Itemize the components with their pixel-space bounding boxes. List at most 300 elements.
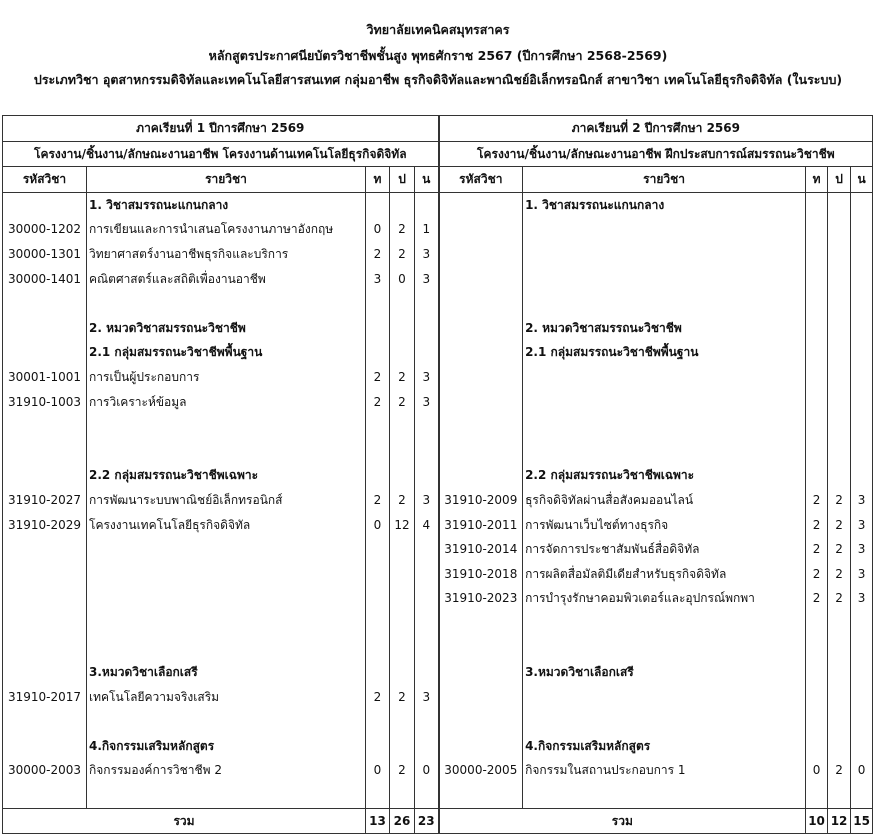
semester1-course-credit: 3 [415, 488, 439, 513]
semester2-course-credit: 3 [851, 537, 873, 562]
semester2-course-theory [806, 783, 828, 808]
semester2-course-credit [851, 217, 873, 242]
semester2-course-code [439, 242, 523, 267]
semester1-course-name [87, 562, 366, 587]
semester2-course-practice [828, 390, 851, 415]
semester1-course-practice: 2 [390, 242, 415, 267]
semester2-course-name [523, 242, 806, 267]
semester1-course-practice [390, 340, 415, 365]
semester2-course-theory [806, 414, 828, 439]
semester1-course-code [3, 635, 87, 660]
table-row [3, 660, 873, 685]
semester2-course-theory [806, 340, 828, 365]
semester2-course-code [439, 390, 523, 415]
table-row [3, 635, 873, 660]
table-row [3, 291, 873, 316]
semester1-course-credit [415, 463, 439, 488]
table-row [3, 758, 873, 783]
semester1-course-code [3, 192, 87, 217]
semester1-course-credit [415, 783, 439, 808]
semester1-total-practice: 26 [390, 808, 415, 834]
semester1-course-practice [390, 316, 415, 341]
semester1-course-theory: 2 [366, 242, 390, 267]
semester2-course-practice: 2 [828, 758, 851, 783]
semester1-course-name: โครงงานเทคโนโลยีธุรกิจดิจิทัล [87, 513, 366, 538]
semester1-course-name: วิทยาศาสตร์งานอาชีพธุรกิจและบริการ [87, 242, 366, 267]
semester1-course-name: 2.1 กลุ่มสมรรถนะวิชาชีพพื้นฐาน [87, 340, 366, 365]
semester2-course-name [523, 365, 806, 390]
semester1-course-practice [390, 635, 415, 660]
semester1-course-credit: 0 [415, 758, 439, 783]
semester1-course-name: กิจกรรมองค์การวิชาชีพ 2 [87, 758, 366, 783]
col-credit-header: น [415, 167, 439, 193]
semester2-course-code [439, 734, 523, 759]
semester1-course-credit: 1 [415, 217, 439, 242]
semester2-course-theory [806, 709, 828, 734]
semester1-course-name [87, 414, 366, 439]
semester2-course-theory [806, 439, 828, 464]
semester1-course-credit: 3 [415, 267, 439, 292]
semester1-course-name: คณิตศาสตร์และสถิติเพื่องานอาชีพ [87, 267, 366, 292]
semester2-course-credit [851, 463, 873, 488]
semester1-course-theory [366, 537, 390, 562]
semester2-course-name: 2.2 กลุ่มสมรรถนะวิชาชีพเฉพาะ [523, 463, 806, 488]
semester1-course-name: การเป็นผู้ประกอบการ [87, 365, 366, 390]
semester2-course-name [523, 390, 806, 415]
semester1-course-practice: 2 [390, 217, 415, 242]
semester1-course-practice [390, 611, 415, 636]
semester1-course-name: 3.หมวดวิชาเลือกเสรี [87, 660, 366, 685]
semester1-course-practice [390, 463, 415, 488]
semester2-course-theory [806, 365, 828, 390]
semester2-course-name: การพัฒนาเว็บไซต์ทางธุรกิจ [523, 513, 806, 538]
table-row [3, 685, 873, 710]
semester1-course-code [3, 660, 87, 685]
semester1-course-name: เทคโนโลยีความจริงเสริม [87, 685, 366, 710]
semester1-course-theory: 0 [366, 758, 390, 783]
semester1-course-credit [415, 316, 439, 341]
semester1-course-theory [366, 316, 390, 341]
semester1-course-name [87, 611, 366, 636]
semester2-project: โครงงาน/ชิ้นงาน/ลักษณะงานอาชีพ ฝึกประสบการณ์สมรรถนะวิชาชีพ [439, 141, 873, 167]
semester1-course-practice [390, 414, 415, 439]
semester1-course-theory [366, 611, 390, 636]
semester2-course-practice [828, 709, 851, 734]
semester2-course-code: 30000-2005 [439, 758, 523, 783]
semester2-course-name: 4.กิจกรรมเสริมหลักสูตร [523, 734, 806, 759]
table-row [3, 192, 873, 217]
semester1-course-name [87, 537, 366, 562]
semester2-course-practice: 2 [828, 488, 851, 513]
semester2-course-code [439, 267, 523, 292]
semester1-course-theory [366, 660, 390, 685]
semester2-course-name [523, 291, 806, 316]
table-row [3, 463, 873, 488]
semester2-total-practice: 12 [828, 808, 851, 834]
table-row [3, 611, 873, 636]
semester2-course-theory [806, 242, 828, 267]
curriculum-table [2, 115, 873, 834]
semester1-course-code: 31910-2029 [3, 513, 87, 538]
semester2-course-practice [828, 217, 851, 242]
semester2-total-label: รวม [439, 808, 806, 834]
semester1-course-name [87, 291, 366, 316]
semester1-course-practice: 2 [390, 365, 415, 390]
semester2-course-practice [828, 316, 851, 341]
semester1-course-credit [415, 537, 439, 562]
semester1-course-name [87, 439, 366, 464]
semester2-course-practice [828, 685, 851, 710]
semester2-course-code [439, 660, 523, 685]
semester2-course-name: 1. วิชาสมรรถนะแกนกลาง [523, 192, 806, 217]
semester2-course-practice [828, 611, 851, 636]
semester2-course-credit [851, 365, 873, 390]
semester2-course-name [523, 439, 806, 464]
semester2-course-credit: 3 [851, 562, 873, 587]
semester2-course-practice [828, 439, 851, 464]
semester2-course-code [439, 291, 523, 316]
semester2-course-credit: 3 [851, 488, 873, 513]
table-row [3, 709, 873, 734]
semester1-course-practice: 2 [390, 390, 415, 415]
semester1-course-code [3, 291, 87, 316]
semester2-course-code [439, 611, 523, 636]
semester2-course-code [439, 463, 523, 488]
semester1-course-name: 2. หมวดวิชาสมรรถนะวิชาชีพ [87, 316, 366, 341]
semester1-course-code [3, 340, 87, 365]
table-row [3, 316, 873, 341]
semester2-course-code [439, 217, 523, 242]
col-name-header: รายวิชา [87, 167, 366, 193]
col-name-header: รายวิชา [523, 167, 806, 193]
semester1-course-theory [366, 562, 390, 587]
table-row [3, 488, 873, 513]
semester2-course-theory [806, 734, 828, 759]
semester2-course-name [523, 217, 806, 242]
semester1-course-theory [366, 709, 390, 734]
semester1-course-practice: 2 [390, 758, 415, 783]
table-row [3, 340, 873, 365]
semester2-course-name: การผลิตสื่อมัลติมีเดียสำหรับธุรกิจดิจิทัล [523, 562, 806, 587]
semester2-total-theory: 10 [806, 808, 828, 834]
semester1-course-credit: 3 [415, 685, 439, 710]
semester2-course-credit [851, 660, 873, 685]
semester1-course-code [3, 734, 87, 759]
semester2-course-theory [806, 611, 828, 636]
semester1-course-practice [390, 439, 415, 464]
semester2-course-theory [806, 660, 828, 685]
semester1-course-theory: 0 [366, 513, 390, 538]
semester1-course-credit [415, 709, 439, 734]
semester1-course-theory [366, 463, 390, 488]
semester1-course-practice [390, 660, 415, 685]
semester1-course-code: 31910-1003 [3, 390, 87, 415]
semester2-course-code [439, 709, 523, 734]
semester2-course-code [439, 365, 523, 390]
semester1-course-code: 30000-1401 [3, 267, 87, 292]
semester2-course-credit [851, 192, 873, 217]
col-credit-header: น [851, 167, 873, 193]
semester1-course-name: 2.2 กลุ่มสมรรถนะวิชาชีพเฉพาะ [87, 463, 366, 488]
semester1-course-theory [366, 414, 390, 439]
semester1-course-theory [366, 340, 390, 365]
semester1-course-practice [390, 783, 415, 808]
semester1-course-theory [366, 586, 390, 611]
table-row [3, 267, 873, 292]
semester1-course-credit [415, 635, 439, 660]
semester2-course-theory: 2 [806, 488, 828, 513]
semester1-course-practice: 2 [390, 488, 415, 513]
semester1-course-code [3, 414, 87, 439]
semester2-course-code [439, 316, 523, 341]
table-row [3, 414, 873, 439]
semester1-course-credit [415, 734, 439, 759]
semester1-course-name: 4.กิจกรรมเสริมหลักสูตร [87, 734, 366, 759]
semester2-course-credit [851, 611, 873, 636]
semester1-course-code [3, 463, 87, 488]
semester2-course-theory [806, 192, 828, 217]
semester1-course-name: 1. วิชาสมรรถนะแกนกลาง [87, 192, 366, 217]
semester1-course-theory [366, 291, 390, 316]
semester1-course-theory: 2 [366, 365, 390, 390]
semester1-course-practice: 12 [390, 513, 415, 538]
semester2-course-practice [828, 267, 851, 292]
semester2-course-practice: 2 [828, 562, 851, 587]
semester1-course-practice [390, 537, 415, 562]
table-row [3, 562, 873, 587]
semester1-course-credit [415, 414, 439, 439]
semester2-course-practice [828, 365, 851, 390]
semester1-course-code: 31910-2027 [3, 488, 87, 513]
col-theory-header: ท [806, 167, 828, 193]
table-row [3, 586, 873, 611]
semester2-course-theory [806, 463, 828, 488]
table-row [3, 217, 873, 242]
semester1-course-practice [390, 562, 415, 587]
semester2-course-practice: 2 [828, 586, 851, 611]
semester1-course-practice: 2 [390, 685, 415, 710]
semester2-course-credit [851, 316, 873, 341]
semester2-course-practice [828, 340, 851, 365]
semester1-course-credit [415, 192, 439, 217]
semester2-course-name: 3.หมวดวิชาเลือกเสรี [523, 660, 806, 685]
semester2-course-practice [828, 463, 851, 488]
semester2-course-credit: 3 [851, 586, 873, 611]
col-code-header: รหัสวิชา [439, 167, 523, 193]
semester2-course-name [523, 685, 806, 710]
semester1-course-code [3, 316, 87, 341]
semester2-course-credit [851, 242, 873, 267]
semester2-course-practice [828, 291, 851, 316]
semester1-course-practice [390, 734, 415, 759]
semester1-course-name [87, 709, 366, 734]
table-row [3, 390, 873, 415]
semester2-course-practice [828, 635, 851, 660]
semester1-course-practice [390, 586, 415, 611]
semester2-course-practice [828, 783, 851, 808]
semester2-course-theory: 0 [806, 758, 828, 783]
semester1-course-theory [366, 783, 390, 808]
col-practice-header: ป [828, 167, 851, 193]
semester1-course-code: 30001-1001 [3, 365, 87, 390]
semester1-course-theory: 2 [366, 488, 390, 513]
semester2-course-name: ธุรกิจดิจิทัลผ่านสื่อสังคมออนไลน์ [523, 488, 806, 513]
semester2-course-code: 31910-2023 [439, 586, 523, 611]
semester2-course-name [523, 635, 806, 660]
semester2-course-practice [828, 192, 851, 217]
semester1-course-code [3, 783, 87, 808]
semester2-course-theory [806, 635, 828, 660]
semester1-project: โครงงาน/ชิ้นงาน/ลักษณะงานอาชีพ โครงงานด้านเทคโนโลยีธุรกิจดิจิทัล [3, 141, 439, 167]
semester1-course-code [3, 562, 87, 587]
semester2-course-code [439, 635, 523, 660]
semester1-course-credit [415, 562, 439, 587]
semester2-course-credit: 0 [851, 758, 873, 783]
semester1-course-theory [366, 734, 390, 759]
semester2-course-code: 31910-2018 [439, 562, 523, 587]
semester2-course-practice [828, 660, 851, 685]
semester1-course-theory: 3 [366, 267, 390, 292]
semester1-course-name [87, 635, 366, 660]
semester1-course-theory: 2 [366, 390, 390, 415]
semester2-course-name [523, 709, 806, 734]
semester2-course-code [439, 783, 523, 808]
semester1-course-code [3, 537, 87, 562]
semester2-course-name: 2. หมวดวิชาสมรรถนะวิชาชีพ [523, 316, 806, 341]
semester1-course-credit [415, 586, 439, 611]
semester1-title: ภาคเรียนที่ 1 ปีการศึกษา 2569 [3, 116, 439, 142]
semester2-course-theory [806, 390, 828, 415]
semester1-course-credit: 3 [415, 242, 439, 267]
table-row [3, 734, 873, 759]
semester1-course-code: 30000-1301 [3, 242, 87, 267]
semester1-course-name [87, 586, 366, 611]
semester2-course-name: 2.1 กลุ่มสมรรถนะวิชาชีพพื้นฐาน [523, 340, 806, 365]
semester1-total-label: รวม [3, 808, 366, 834]
table-row [3, 439, 873, 464]
semester2-course-code: 31910-2011 [439, 513, 523, 538]
semester1-course-name: การวิเคราะห์ข้อมูล [87, 390, 366, 415]
semester2-course-practice [828, 242, 851, 267]
semester2-course-theory: 2 [806, 537, 828, 562]
semester2-course-name: กิจกรรมในสถานประกอบการ 1 [523, 758, 806, 783]
semester2-course-name [523, 414, 806, 439]
semester1-course-credit: 3 [415, 365, 439, 390]
semester1-total-theory: 13 [366, 808, 390, 834]
semester1-course-theory [366, 192, 390, 217]
semester2-course-credit [851, 783, 873, 808]
semester2-course-credit [851, 635, 873, 660]
semester2-course-code [439, 192, 523, 217]
semester1-course-theory: 2 [366, 685, 390, 710]
semester1-course-practice [390, 709, 415, 734]
semester2-course-code [439, 439, 523, 464]
semester1-course-theory: 0 [366, 217, 390, 242]
semester2-course-credit [851, 390, 873, 415]
semester1-course-practice: 0 [390, 267, 415, 292]
semester1-course-credit [415, 291, 439, 316]
semester2-course-practice [828, 414, 851, 439]
semester2-course-code [439, 340, 523, 365]
semester2-course-name: การบำรุงรักษาคอมพิวเตอร์และอุปกรณ์พกพา [523, 586, 806, 611]
semester1-course-theory [366, 439, 390, 464]
semester2-course-name: การจัดการประชาสัมพันธ์สื่อดิจิทัล [523, 537, 806, 562]
college-title: วิทยาลัยเทคนิคสมุทรสาคร [366, 22, 510, 37]
semester2-title: ภาคเรียนที่ 2 ปีการศึกษา 2569 [439, 116, 873, 142]
semester1-total-credit: 23 [415, 808, 439, 834]
semester1-course-code [3, 611, 87, 636]
semester1-course-practice [390, 192, 415, 217]
semester1-course-credit: 3 [415, 390, 439, 415]
semester2-course-theory: 2 [806, 562, 828, 587]
semester2-course-credit [851, 709, 873, 734]
semester1-course-name: การเขียนและการนำเสนอโครงงานภาษาอังกฤษ [87, 217, 366, 242]
field-title: ประเภทวิชา อุตสาหกรรมดิจิทัลและเทคโนโลยีสารสนเทศ กลุ่มอาชีพ ธุรกิจดิจิทัลและพาณิชย์อิเล็กทรอนิกส์ สาขาวิชา เทคโนโลยีธุรกิจดิจิทัล (ในระบบ) [33, 72, 843, 87]
semester2-course-name [523, 611, 806, 636]
semester2-course-name [523, 783, 806, 808]
table-row [3, 513, 873, 538]
table-row [3, 242, 873, 267]
semester2-course-credit [851, 734, 873, 759]
semester2-course-practice: 2 [828, 537, 851, 562]
semester2-course-name [523, 267, 806, 292]
semester1-course-theory [366, 635, 390, 660]
semester2-course-theory [806, 316, 828, 341]
semester2-course-practice [828, 734, 851, 759]
semester1-course-credit: 4 [415, 513, 439, 538]
semester2-course-practice: 2 [828, 513, 851, 538]
table-row [3, 537, 873, 562]
semester1-course-credit [415, 611, 439, 636]
semester1-course-code [3, 586, 87, 611]
program-title: หลักสูตรประกาศนียบัตรวิชาชีพชั้นสูง พุทธศักราช 2567 (ปีการศึกษา 2568-2569) [208, 48, 668, 63]
semester2-course-code [439, 685, 523, 710]
semester1-course-code: 30000-2003 [3, 758, 87, 783]
semester2-course-credit [851, 291, 873, 316]
semester2-total-credit: 15 [851, 808, 873, 834]
semester2-course-theory: 2 [806, 586, 828, 611]
semester2-course-credit [851, 439, 873, 464]
semester2-course-credit [851, 685, 873, 710]
semester2-course-theory [806, 685, 828, 710]
semester1-course-practice [390, 291, 415, 316]
col-theory-header: ท [366, 167, 390, 193]
semester2-course-code: 31910-2009 [439, 488, 523, 513]
semester1-course-name: การพัฒนาระบบพาณิชย์อิเล็กทรอนิกส์ [87, 488, 366, 513]
semester2-course-theory [806, 217, 828, 242]
semester1-course-credit [415, 340, 439, 365]
semester2-course-theory: 2 [806, 513, 828, 538]
semester2-course-theory [806, 291, 828, 316]
semester2-course-credit [851, 340, 873, 365]
semester2-course-code [439, 414, 523, 439]
semester2-course-credit [851, 414, 873, 439]
semester1-course-code: 31910-2017 [3, 685, 87, 710]
semester1-course-code [3, 709, 87, 734]
semester2-course-credit: 3 [851, 513, 873, 538]
col-code-header: รหัสวิชา [3, 167, 87, 193]
semester1-course-code [3, 439, 87, 464]
semester1-course-credit [415, 439, 439, 464]
semester1-course-name [87, 783, 366, 808]
col-practice-header: ป [390, 167, 415, 193]
semester2-course-theory [806, 267, 828, 292]
table-row [3, 783, 873, 808]
semester1-course-credit [415, 660, 439, 685]
semester2-course-credit [851, 267, 873, 292]
semester2-course-code: 31910-2014 [439, 537, 523, 562]
table-row [3, 365, 873, 390]
